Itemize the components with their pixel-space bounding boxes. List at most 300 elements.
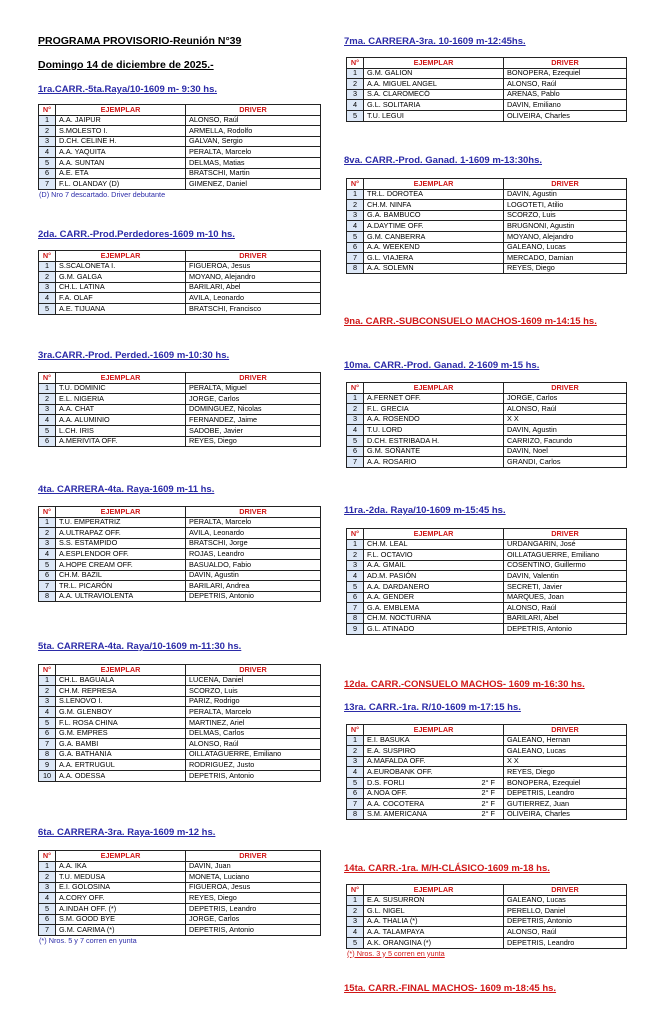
entry-number: 1 bbox=[39, 261, 56, 272]
race-table bbox=[38, 372, 321, 447]
horse-name: A.ULTRAPAZ OFF. bbox=[56, 528, 186, 539]
horse-name: E.I. GOLOSINA bbox=[56, 882, 186, 893]
entry-number: 8 bbox=[347, 263, 364, 274]
table-row bbox=[347, 756, 627, 767]
table-row bbox=[39, 425, 321, 436]
table-header-row bbox=[39, 251, 321, 262]
horse-name: CH.M. BAZIL bbox=[56, 570, 186, 581]
driver-name: PERALTA, Marcelo bbox=[186, 707, 321, 718]
table-row bbox=[39, 861, 321, 872]
race-title: 15ta. CARR.-FINAL MACHOS- 1609 m-18:45 hs. bbox=[344, 983, 557, 994]
table-row bbox=[39, 261, 321, 272]
driver-name: OILLATAGUERRE, Emiliano bbox=[186, 749, 321, 760]
table-row bbox=[39, 882, 321, 893]
driver-name: BARILARI, Abel bbox=[504, 613, 627, 624]
table-row bbox=[39, 872, 321, 883]
entry-number: 6 bbox=[347, 592, 364, 603]
horse-name: TR.L. DOROTEA bbox=[364, 189, 504, 200]
driver-name: DELMAS, Matias bbox=[186, 157, 321, 168]
handicap-mark: 2° F bbox=[481, 788, 495, 798]
entry-number: 6 bbox=[39, 570, 56, 581]
driver-name: MARQUES, Joan bbox=[504, 592, 627, 603]
entry-number: 3 bbox=[347, 756, 364, 767]
race-table bbox=[346, 57, 627, 122]
table-row bbox=[347, 457, 627, 468]
entry-number: 6 bbox=[347, 242, 364, 253]
horse-name: S.SCALONETA I. bbox=[56, 261, 186, 272]
entry-number: 4 bbox=[347, 425, 364, 436]
entry-number: 6 bbox=[347, 788, 364, 799]
driver-name: DEPETRIS, Antonio bbox=[504, 916, 627, 927]
horse-cell bbox=[364, 777, 504, 788]
column-header-driver: DRIVER bbox=[186, 105, 321, 116]
driver-name: DEPETRIS, Antonio bbox=[186, 591, 321, 602]
horse-name: A.A. ALUMINIO bbox=[56, 415, 186, 426]
table-row bbox=[347, 560, 627, 571]
driver-name: RODRIGUEZ, Justo bbox=[186, 760, 321, 771]
horse-name: A.A. JAIPUR bbox=[56, 115, 186, 126]
table-row bbox=[39, 303, 321, 314]
race-table bbox=[38, 664, 321, 782]
race-note: (*) Nros. 5 y 7 corren en yunta bbox=[39, 935, 137, 945]
horse-name: AD.M. PASIÓN bbox=[364, 571, 504, 582]
table-row bbox=[39, 157, 321, 168]
horse-name: A.MERIVITA OFF. bbox=[56, 436, 186, 447]
entry-number: 5 bbox=[39, 303, 56, 314]
entry-number: 4 bbox=[39, 893, 56, 904]
column-header-driver: DRIVER bbox=[504, 529, 627, 540]
horse-name: G.M. EMPRES bbox=[56, 728, 186, 739]
race-table bbox=[346, 178, 627, 274]
entry-number: 5 bbox=[39, 717, 56, 728]
column-header-number: N° bbox=[39, 105, 56, 116]
entry-number: 4 bbox=[39, 549, 56, 560]
entry-number: 2 bbox=[39, 126, 56, 137]
table-row bbox=[347, 613, 627, 624]
race-title: 13ra. CARR.-1ra. R/10-1609 m-17:15 hs. bbox=[344, 702, 521, 713]
horse-name: G.A. EMBLEMA bbox=[364, 603, 504, 614]
entry-number: 1 bbox=[347, 895, 364, 906]
driver-name: GUTIERREZ, Juan bbox=[504, 799, 627, 810]
entry-number: 5 bbox=[39, 157, 56, 168]
table-row bbox=[39, 528, 321, 539]
entry-number: 4 bbox=[39, 147, 56, 158]
horse-name: A.A. WEEKEND bbox=[364, 242, 504, 253]
table-row bbox=[39, 517, 321, 528]
entry-number: 7 bbox=[39, 581, 56, 592]
entry-number: 1 bbox=[39, 517, 56, 528]
entry-number: 2 bbox=[347, 906, 364, 917]
column-header-driver: DRIVER bbox=[186, 665, 321, 676]
table-row bbox=[39, 581, 321, 592]
table-row bbox=[39, 115, 321, 126]
table-header-row bbox=[347, 725, 627, 736]
entry-number: 7 bbox=[347, 253, 364, 264]
table-row bbox=[347, 895, 627, 906]
table-header-row bbox=[347, 383, 627, 394]
horse-name: A.A. THALIA (*) bbox=[364, 916, 504, 927]
horse-name: E.A. SUSURRON bbox=[364, 895, 504, 906]
race-table bbox=[346, 528, 627, 635]
column-header-horse: EJEMPLAR bbox=[56, 507, 186, 518]
driver-name: BRATSCHI, Francisco bbox=[186, 303, 321, 314]
horse-name: G.M. SOÑANTE bbox=[364, 446, 504, 457]
horse-name: A.NOA OFF. bbox=[367, 788, 408, 798]
column-header-horse: EJEMPLAR bbox=[364, 383, 504, 394]
driver-name: GALEANO, Lucas bbox=[504, 746, 627, 757]
horse-name: A.A. ULTRAVIOLENTA bbox=[56, 591, 186, 602]
table-row bbox=[347, 393, 627, 404]
table-row bbox=[39, 591, 321, 602]
race-title: 12da. CARR.-CONSUELO MACHOS- 1609 m-16:30 hs. bbox=[344, 679, 585, 690]
table-row bbox=[347, 799, 627, 810]
table-row bbox=[347, 937, 627, 948]
table-row bbox=[39, 739, 321, 750]
entry-number: 3 bbox=[39, 404, 56, 415]
horse-name: A.HOPE CREAM OFF. bbox=[56, 559, 186, 570]
table-row bbox=[39, 272, 321, 283]
driver-name: ARMELLA, Rodolfo bbox=[186, 126, 321, 137]
column-header-number: N° bbox=[39, 373, 56, 384]
table-header-row bbox=[347, 58, 627, 69]
race-title: 1ra.CARR.-5ta.Raya/10-1609 m- 9:30 hs. bbox=[38, 84, 218, 95]
horse-name: F.L. GRECIA bbox=[364, 404, 504, 415]
driver-name: ALONSO, Raúl bbox=[504, 404, 627, 415]
driver-name: SECRETI, Javier bbox=[504, 581, 627, 592]
column-header-horse: EJEMPLAR bbox=[56, 373, 186, 384]
table-row bbox=[39, 136, 321, 147]
horse-name: A.INDAH OFF. (*) bbox=[56, 903, 186, 914]
horse-name: CH.M. LEAL bbox=[364, 539, 504, 550]
driver-name: BARILARI, Andrea bbox=[186, 581, 321, 592]
table-row bbox=[347, 571, 627, 582]
driver-name: SCORZO, Luis bbox=[186, 686, 321, 697]
driver-name: AVILA, Leonardo bbox=[186, 528, 321, 539]
driver-name: DAVIN, Agustin bbox=[504, 189, 627, 200]
horse-name: T.U. MEDUSA bbox=[56, 872, 186, 883]
driver-name: PARIZ, Rodrigo bbox=[186, 696, 321, 707]
entry-number: 3 bbox=[39, 282, 56, 293]
entry-number: 5 bbox=[347, 110, 364, 121]
entry-number: 1 bbox=[39, 861, 56, 872]
horse-name: A.EUROBANK OFF. bbox=[364, 767, 504, 778]
table-header-row bbox=[39, 105, 321, 116]
horse-name: A.E. ETA bbox=[56, 168, 186, 179]
driver-name: URDANGARIN, José bbox=[504, 539, 627, 550]
entry-number: 3 bbox=[39, 882, 56, 893]
entry-number: 10 bbox=[39, 770, 56, 781]
horse-name: G.L. ATINADO bbox=[364, 624, 504, 635]
entry-number: 6 bbox=[39, 436, 56, 447]
table-header-row bbox=[39, 851, 321, 862]
column-header-number: N° bbox=[347, 179, 364, 190]
driver-name: PERALTA, Marcelo bbox=[186, 147, 321, 158]
column-header-number: N° bbox=[39, 251, 56, 262]
driver-name: DOMINGUEZ, Nicolas bbox=[186, 404, 321, 415]
entry-number: 3 bbox=[39, 136, 56, 147]
entry-number: 8 bbox=[39, 591, 56, 602]
table-row bbox=[39, 394, 321, 405]
entry-number: 5 bbox=[39, 903, 56, 914]
horse-name: A.A. GENDER bbox=[364, 592, 504, 603]
entry-number: 8 bbox=[347, 809, 364, 820]
driver-name: GALEANO, Hernan bbox=[504, 735, 627, 746]
race-title: 7ma. CARRERA-3ra. 10-1609 m-12:45hs. bbox=[344, 36, 526, 47]
entry-number: 8 bbox=[39, 749, 56, 760]
horse-name: D.S. FORLI bbox=[367, 777, 405, 787]
race-table bbox=[346, 724, 627, 820]
horse-name: CH.M. NINFA bbox=[364, 200, 504, 211]
driver-name: BONOPERA, Ezequiel bbox=[504, 68, 627, 79]
driver-name: ALONSO, Raúl bbox=[504, 79, 627, 90]
horse-name: A.A. YAQUITA bbox=[56, 147, 186, 158]
horse-name: A.A. GMAIL bbox=[364, 560, 504, 571]
entry-number: 4 bbox=[347, 221, 364, 232]
horse-name: A.A. ODESSA bbox=[56, 770, 186, 781]
column-header-number: N° bbox=[39, 665, 56, 676]
column-header-driver: DRIVER bbox=[504, 383, 627, 394]
race-title: 14ta. CARR.-1ra. M/H-CLÁSICO-1609 m-18 hs. bbox=[344, 863, 550, 874]
driver-name: FIGUEROA, Jesus bbox=[186, 261, 321, 272]
column-header-horse: EJEMPLAR bbox=[364, 179, 504, 190]
column-header-driver: DRIVER bbox=[504, 885, 627, 896]
entry-number: 3 bbox=[347, 916, 364, 927]
column-header-horse: EJEMPLAR bbox=[364, 725, 504, 736]
horse-name: T.U. EMPERATRIZ bbox=[56, 517, 186, 528]
driver-name: ROJAS, Leandro bbox=[186, 549, 321, 560]
driver-name: BRUGNONI, Agustin bbox=[504, 221, 627, 232]
driver-name: GRANDI, Carlos bbox=[504, 457, 627, 468]
driver-name: REYES, Diego bbox=[504, 767, 627, 778]
driver-name: JORGE, Carlos bbox=[186, 394, 321, 405]
entry-number: 4 bbox=[39, 415, 56, 426]
driver-name: LUCENA, Daniel bbox=[186, 675, 321, 686]
driver-name: MARTINEZ, Ariel bbox=[186, 717, 321, 728]
horse-name: G.M. GLENBOY bbox=[56, 707, 186, 718]
driver-name: DEPETRIS, Leandro bbox=[504, 788, 627, 799]
entry-number: 9 bbox=[39, 760, 56, 771]
table-row bbox=[347, 189, 627, 200]
table-row bbox=[39, 147, 321, 158]
table-row bbox=[39, 559, 321, 570]
entry-number: 7 bbox=[39, 179, 56, 190]
race-table bbox=[38, 850, 321, 936]
driver-name: DEPETRIS, Leandro bbox=[504, 937, 627, 948]
driver-name: SADOBE, Javier bbox=[186, 425, 321, 436]
race-title: 6ta. CARRERA-3ra. Raya-1609 m-12 hs. bbox=[38, 827, 216, 838]
driver-name: BRATSCHI, Jorge bbox=[186, 538, 321, 549]
entry-number: 6 bbox=[39, 728, 56, 739]
horse-name: A.A. TALAMPAYA bbox=[364, 927, 504, 938]
table-row bbox=[347, 231, 627, 242]
entry-number: 3 bbox=[347, 89, 364, 100]
horse-name: A.CORY OFF. bbox=[56, 893, 186, 904]
horse-name: G.M. CARIMA (*) bbox=[56, 925, 186, 936]
horse-name: A.A. IKA bbox=[56, 861, 186, 872]
horse-name: D.CH. CELINE H. bbox=[56, 136, 186, 147]
column-header-horse: EJEMPLAR bbox=[56, 851, 186, 862]
driver-name: OLIVEIRA, Charles bbox=[504, 110, 627, 121]
table-row bbox=[347, 603, 627, 614]
entry-number: 4 bbox=[347, 571, 364, 582]
entry-number: 6 bbox=[347, 446, 364, 457]
table-row bbox=[347, 100, 627, 111]
entry-number: 1 bbox=[347, 539, 364, 550]
table-row bbox=[39, 903, 321, 914]
race-table bbox=[346, 382, 627, 468]
column-header-driver: DRIVER bbox=[186, 373, 321, 384]
driver-name: X X bbox=[504, 414, 627, 425]
race-title: 4ta. CARRERA-4ta. Raya-1609 m-11 hs. bbox=[38, 484, 215, 495]
driver-name: ALONSO, Raúl bbox=[504, 927, 627, 938]
column-header-driver: DRIVER bbox=[186, 251, 321, 262]
entry-number: 4 bbox=[347, 100, 364, 111]
column-header-horse: EJEMPLAR bbox=[56, 105, 186, 116]
table-row bbox=[347, 539, 627, 550]
driver-name: OLIVEIRA, Charles bbox=[504, 809, 627, 820]
horse-name: F.A. OLAF bbox=[56, 293, 186, 304]
horse-name: S.A. CLAROMECÓ bbox=[364, 89, 504, 100]
horse-name: G.A. BATHANIA bbox=[56, 749, 186, 760]
driver-name: SCORZO, Luis bbox=[504, 210, 627, 221]
driver-name: GIMENEZ, Daniel bbox=[186, 179, 321, 190]
entry-number: 2 bbox=[39, 686, 56, 697]
horse-cell bbox=[364, 809, 504, 820]
entry-number: 9 bbox=[347, 624, 364, 635]
race-title: 3ra.CARR.-Prod. Perded.-1609 m-10:30 hs. bbox=[38, 350, 230, 361]
table-header-row bbox=[347, 529, 627, 540]
entry-number: 2 bbox=[347, 550, 364, 561]
horse-name: E.L. NIGERIA bbox=[56, 394, 186, 405]
table-row bbox=[347, 788, 627, 799]
race-title: 10ma. CARR.-Prod. Ganad. 2-1609 m-15 hs. bbox=[344, 360, 540, 371]
entry-number: 7 bbox=[347, 603, 364, 614]
race-title: 2da. CARR.-Prod.Perdedores-1609 m-10 hs. bbox=[38, 229, 235, 240]
entry-number: 5 bbox=[347, 435, 364, 446]
horse-name: T.U. LORD bbox=[364, 425, 504, 436]
table-row bbox=[39, 728, 321, 739]
driver-name: DEPETRIS, Antonio bbox=[504, 624, 627, 635]
table-row bbox=[39, 707, 321, 718]
race-table bbox=[346, 884, 627, 949]
horse-name: A.MAFALDA OFF. bbox=[364, 756, 504, 767]
table-row bbox=[347, 927, 627, 938]
table-row bbox=[39, 168, 321, 179]
horse-name: G.L. VIAJERA bbox=[364, 253, 504, 264]
horse-cell bbox=[364, 788, 504, 799]
table-row bbox=[347, 68, 627, 79]
table-row bbox=[39, 126, 321, 137]
driver-name: PERALTA, Miguel bbox=[186, 383, 321, 394]
table-row bbox=[347, 89, 627, 100]
table-row bbox=[39, 404, 321, 415]
table-row bbox=[347, 446, 627, 457]
table-row bbox=[347, 242, 627, 253]
entry-number: 5 bbox=[347, 581, 364, 592]
table-row bbox=[347, 435, 627, 446]
horse-name: G.M. GALGA bbox=[56, 272, 186, 283]
entry-number: 4 bbox=[347, 927, 364, 938]
horse-name: S.M. AMERICANA bbox=[367, 809, 428, 819]
race-title: 11ra.-2da. Raya/10-1609 m-15:45 hs. bbox=[344, 505, 506, 516]
table-row bbox=[347, 735, 627, 746]
table-header-row bbox=[347, 885, 627, 896]
entry-number: 1 bbox=[347, 393, 364, 404]
table-row bbox=[347, 253, 627, 264]
column-header-horse: EJEMPLAR bbox=[56, 665, 186, 676]
horse-name: A.FERNET OFF. bbox=[364, 393, 504, 404]
table-row bbox=[39, 415, 321, 426]
table-row bbox=[39, 686, 321, 697]
column-header-horse: EJEMPLAR bbox=[364, 529, 504, 540]
entry-number: 1 bbox=[39, 115, 56, 126]
column-header-number: N° bbox=[347, 383, 364, 394]
table-row bbox=[39, 717, 321, 728]
entry-number: 4 bbox=[39, 707, 56, 718]
driver-name: DEPETRIS, Antonio bbox=[186, 925, 321, 936]
horse-name: A.A. MIGUEL ANGEL bbox=[364, 79, 504, 90]
table-row bbox=[39, 893, 321, 904]
column-header-horse: EJEMPLAR bbox=[364, 885, 504, 896]
driver-name: GALVAN, Sergio bbox=[186, 136, 321, 147]
column-header-driver: DRIVER bbox=[504, 58, 627, 69]
column-header-number: N° bbox=[347, 885, 364, 896]
race-table bbox=[38, 250, 321, 315]
table-row bbox=[347, 592, 627, 603]
column-header-number: N° bbox=[347, 58, 364, 69]
table-row bbox=[347, 221, 627, 232]
table-row bbox=[39, 925, 321, 936]
entry-number: 1 bbox=[347, 189, 364, 200]
column-header-driver: DRIVER bbox=[186, 507, 321, 518]
entry-number: 7 bbox=[347, 799, 364, 810]
driver-name: REYES, Diego bbox=[186, 436, 321, 447]
entry-number: 1 bbox=[347, 735, 364, 746]
driver-name: ALONSO, Raúl bbox=[186, 115, 321, 126]
table-row bbox=[39, 570, 321, 581]
horse-name: A.A. ERTRUGUL bbox=[56, 760, 186, 771]
horse-name: TR.L. PICARÓN bbox=[56, 581, 186, 592]
race-title: 8va. CARR.-Prod. Ganad. 1-1609 m-13:30hs. bbox=[344, 155, 542, 166]
table-row bbox=[347, 414, 627, 425]
table-row bbox=[39, 538, 321, 549]
entry-number: 2 bbox=[347, 404, 364, 415]
page-title: PROGRAMA PROVISORIO-Reunión N°39 bbox=[38, 35, 242, 47]
handicap-mark: 2° F bbox=[481, 809, 495, 819]
column-header-driver: DRIVER bbox=[504, 725, 627, 736]
driver-name: GALEANO, Lucas bbox=[504, 242, 627, 253]
driver-name: BRATSCHI, Martin bbox=[186, 168, 321, 179]
driver-name: FIGUEROA, Jesus bbox=[186, 882, 321, 893]
driver-name: REYES, Diego bbox=[186, 893, 321, 904]
entry-number: 5 bbox=[347, 231, 364, 242]
table-row bbox=[39, 436, 321, 447]
driver-name: JORGE, Carlos bbox=[186, 914, 321, 925]
driver-name: ALONSO, Raúl bbox=[186, 739, 321, 750]
horse-name: S.LENOVO I. bbox=[56, 696, 186, 707]
table-row bbox=[347, 79, 627, 90]
horse-name: F.L. OCTAVIO bbox=[364, 550, 504, 561]
table-row bbox=[39, 914, 321, 925]
table-row bbox=[347, 777, 627, 788]
driver-name: LOGOTETI, Atilio bbox=[504, 200, 627, 211]
horse-name: CH.M. REPRESA bbox=[56, 686, 186, 697]
table-row bbox=[347, 906, 627, 917]
table-header-row bbox=[347, 179, 627, 190]
column-header-number: N° bbox=[39, 507, 56, 518]
driver-name: DEPETRIS, Leandro bbox=[186, 903, 321, 914]
table-row bbox=[39, 179, 321, 190]
